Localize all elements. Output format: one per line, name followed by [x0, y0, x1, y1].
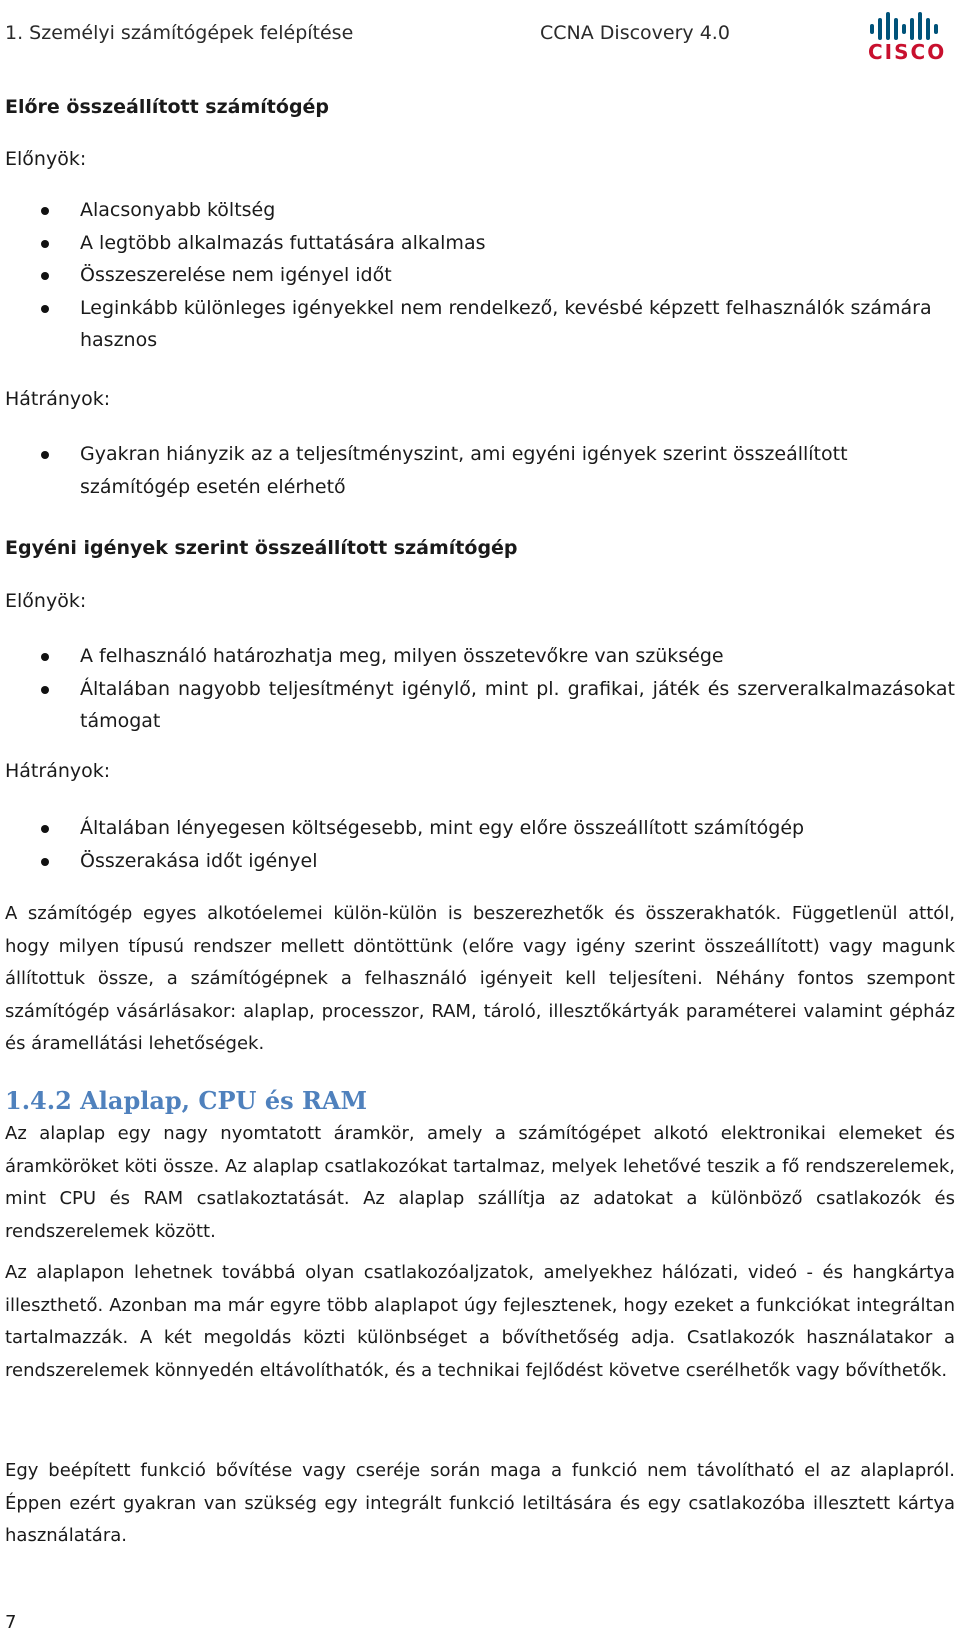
cisco-logo [856, 6, 956, 66]
paragraph-integrated: Egy beépített funkció bővítése vagy cseréje során maga a funkció nem távolítható el az alaplapról. Éppen ezért gyakran van szükség egy integrált funkció letiltására és egy csatlakozóba illesztett kártya használatára. [5, 1460, 955, 1546]
custom-pros-label: Előnyök: [5, 590, 87, 612]
list-item: Általában lényegesen költségesebb, mint egy előre összeállított számítógép [0, 812, 955, 845]
prebuilt-cons-list [0, 438, 955, 503]
custom-cons-list [0, 812, 955, 877]
logo-wordmark: CISCO [868, 40, 947, 64]
list-item: Alacsonyabb költség [0, 194, 955, 227]
list-item: Összerakása időt igényel [0, 845, 955, 878]
section-heading: 1.4.2 Alaplap, CPU és RAM [5, 1086, 368, 1115]
bullet-icon [41, 825, 49, 833]
page-number: 7 [5, 1612, 17, 1633]
bullet-icon [41, 451, 49, 459]
custom-pros-list [0, 640, 955, 738]
paragraph-overview: A számítógép egyes alkotóelemei külön-külön is beszerezhetők és összerakhatók. Függetlenül attól, hogy milyen típusú rendszer mellett döntöttünk (előre vagy igény szerint összeállított) vagy magunk állítottuk össze, a számítógépnek a felhasználó igényeit kell teljesíteni. Néhány fontos szempont számítógép vásárlásakor: alaplap, processzor, RAM, tároló, illesztőkártyák paraméterei valamint gépház és áramellátási lehetőségek. [5, 903, 955, 1054]
list-item: A felhasználó határozhatja meg, milyen összetevőkre van szüksége [0, 640, 955, 673]
paragraph-motherboard: Az alaplap egy nagy nyomtatott áramkör, amely a számítógépet alkotó elektronikai elemeket és áramköröket köti össze. Az alaplap csatlakozókat tartalmaz, melyek lehetővé teszik a fő rendszerelemek, mint CPU és RAM csatlakoztatását. Az alaplap szállítja az adatokat a különböző csatlakozók és rendszerelemek között. [5, 1123, 955, 1242]
bullet-icon [41, 653, 49, 661]
prebuilt-cons-label: Hátrányok: [5, 388, 111, 410]
prebuilt-pros-label: Előnyök: [5, 148, 87, 170]
bullet-icon [41, 858, 49, 866]
chapter-title: 1. Személyi számítógépek felépítése [5, 22, 354, 44]
list-item: Összeszerelése nem igényel időt [0, 259, 955, 292]
list-item: Általában nagyobb teljesítményt igénylő, mint pl. grafikai, játék és szerveralkalmazásokat támogat [0, 673, 955, 738]
list-item: Leginkább különleges igényekkel nem rendelkező, kevésbé képzett felhasználók számára hasznos [0, 292, 955, 357]
bullet-icon [41, 686, 49, 694]
bullet-icon [41, 272, 49, 280]
paragraph-connectors: Az alaplapon lehetnek továbbá olyan csatlakozóaljzatok, amelyekhez hálózati, videó - és hangkártya illeszthető. Azonban ma már egyre több alaplapot úgy fejlesztenek, hogy ezeket a funkciókat integráltan tartalmazzák. A két megoldás közti különbséget a bővíthetőség adja. Csatlakozók használatakor a rendszerelemek könnyedén eltávolíthatók, és a technikai fejlődést követve cserélhetők vagy bővíthetők. [5, 1262, 955, 1381]
custom-title: Egyéni igények szerint összeállított számítógép [5, 537, 518, 559]
list-item: A legtöbb alkalmazás futtatására alkalmas [0, 227, 955, 260]
prebuilt-pros-list [0, 194, 955, 357]
bullet-icon [41, 240, 49, 248]
bullet-icon [41, 305, 49, 313]
bullet-icon [41, 207, 49, 215]
prebuilt-title: Előre összeállított számítógép [5, 96, 330, 118]
custom-cons-label: Hátrányok: [5, 760, 111, 782]
list-item: Gyakran hiányzik az a teljesítményszint, ami egyéni igények szerint összeállított számítógép esetén elérhető [0, 438, 955, 503]
course-title: CCNA Discovery 4.0 [540, 22, 730, 44]
